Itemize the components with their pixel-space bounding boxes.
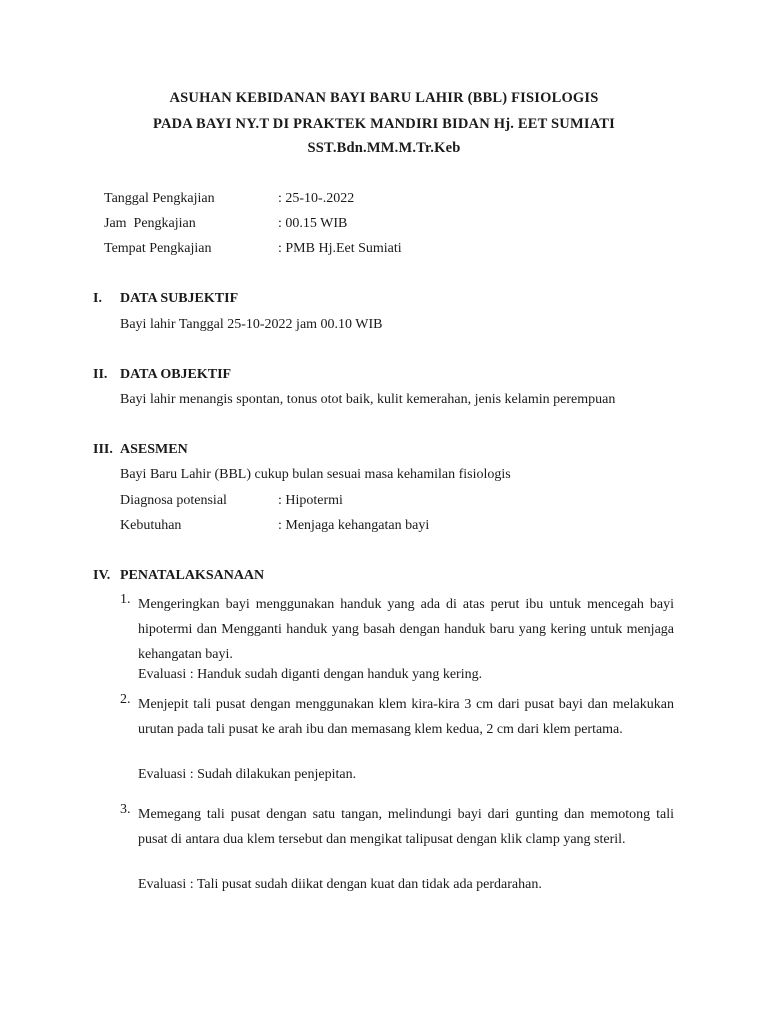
section-number: I. — [93, 291, 102, 306]
info-value: : 25-10-.2022 — [278, 191, 355, 206]
list-item-text: Menjepit tali pusat dengan menggunakan klem kira-kira 3 cm dari pusat bayi dan melakukan urutan pada tali pusat ke arah ibu dan memasang klem kedua, 2 cm dari klem pertama. — [138, 697, 674, 737]
list-item-evaluasi: Evaluasi : Tali pusat sudah diikat dengan kuat dan tidak ada perdarahan. — [138, 877, 542, 892]
section-number: IV. — [93, 568, 111, 583]
asesmen-text: Bayi Baru Lahir (BBL) cukup bulan sesuai masa kehamilan fisiologis — [120, 467, 511, 482]
section-title: DATA SUBJEKTIF — [120, 291, 239, 306]
objektif-text: Bayi lahir menangis spontan, tonus otot baik, kulit kemerahan, jenis kelamin perempuan — [120, 392, 616, 407]
list-item-evaluasi: Evaluasi : Handuk sudah diganti dengan handuk yang kering. — [138, 667, 483, 682]
document-title-line-1: ASUHAN KEBIDANAN BAYI BARU LAHIR (BBL) FISIOLOGIS — [169, 90, 599, 106]
info-value: : 00.15 WIB — [278, 216, 348, 231]
section-number: III. — [93, 442, 113, 457]
document-title-line-2: PADA BAYI NY.T DI PRAKTEK MANDIRI BIDAN Hj. EET SUMIATI — [152, 116, 616, 132]
diagnosa-label: Diagnosa potensial — [120, 493, 227, 508]
info-label: Tanggal Pengkajian — [104, 191, 215, 206]
section-title: ASESMEN — [120, 442, 188, 457]
section-number: II. — [93, 367, 108, 382]
kebutuhan-label: Kebutuhan — [120, 518, 182, 533]
info-label: Tempat Pengkajian — [104, 241, 212, 256]
section-title: PENATALAKSANAAN — [120, 568, 265, 583]
document-title-line-3: SST.Bdn.MM.M.Tr.Keb — [307, 140, 461, 156]
kebutuhan-value: : Menjaga kehangatan bayi — [278, 518, 430, 533]
list-item-text: Memegang tali pusat dengan satu tangan, melindungi bayi dari gunting dan memotong tali pusat di antara dua klem tersebut dan mengikat talipusat dengan klik clamp yang steril. — [138, 807, 674, 847]
info-value: : PMB Hj.Eet Sumiati — [278, 241, 402, 256]
list-item-number: 1. — [120, 592, 131, 607]
list-item-number: 2. — [120, 692, 131, 707]
list-item-number: 3. — [120, 802, 131, 817]
subjektif-text: Bayi lahir Tanggal 25-10-2022 jam 00.10 WIB — [120, 317, 383, 332]
list-item-text: Mengeringkan bayi menggunakan handuk yang ada di atas perut ibu untuk mencegah bayi hipotermi dan Mengganti handuk yang basah dengan handuk baru yang kering untuk menjaga kehangatan bayi. — [138, 597, 674, 662]
info-label: Jam Pengkajian — [104, 216, 196, 231]
list-item-evaluasi: Evaluasi : Sudah dilakukan penjepitan. — [138, 767, 357, 782]
diagnosa-value: : Hipotermi — [278, 493, 343, 508]
section-title: DATA OBJEKTIF — [120, 367, 232, 382]
